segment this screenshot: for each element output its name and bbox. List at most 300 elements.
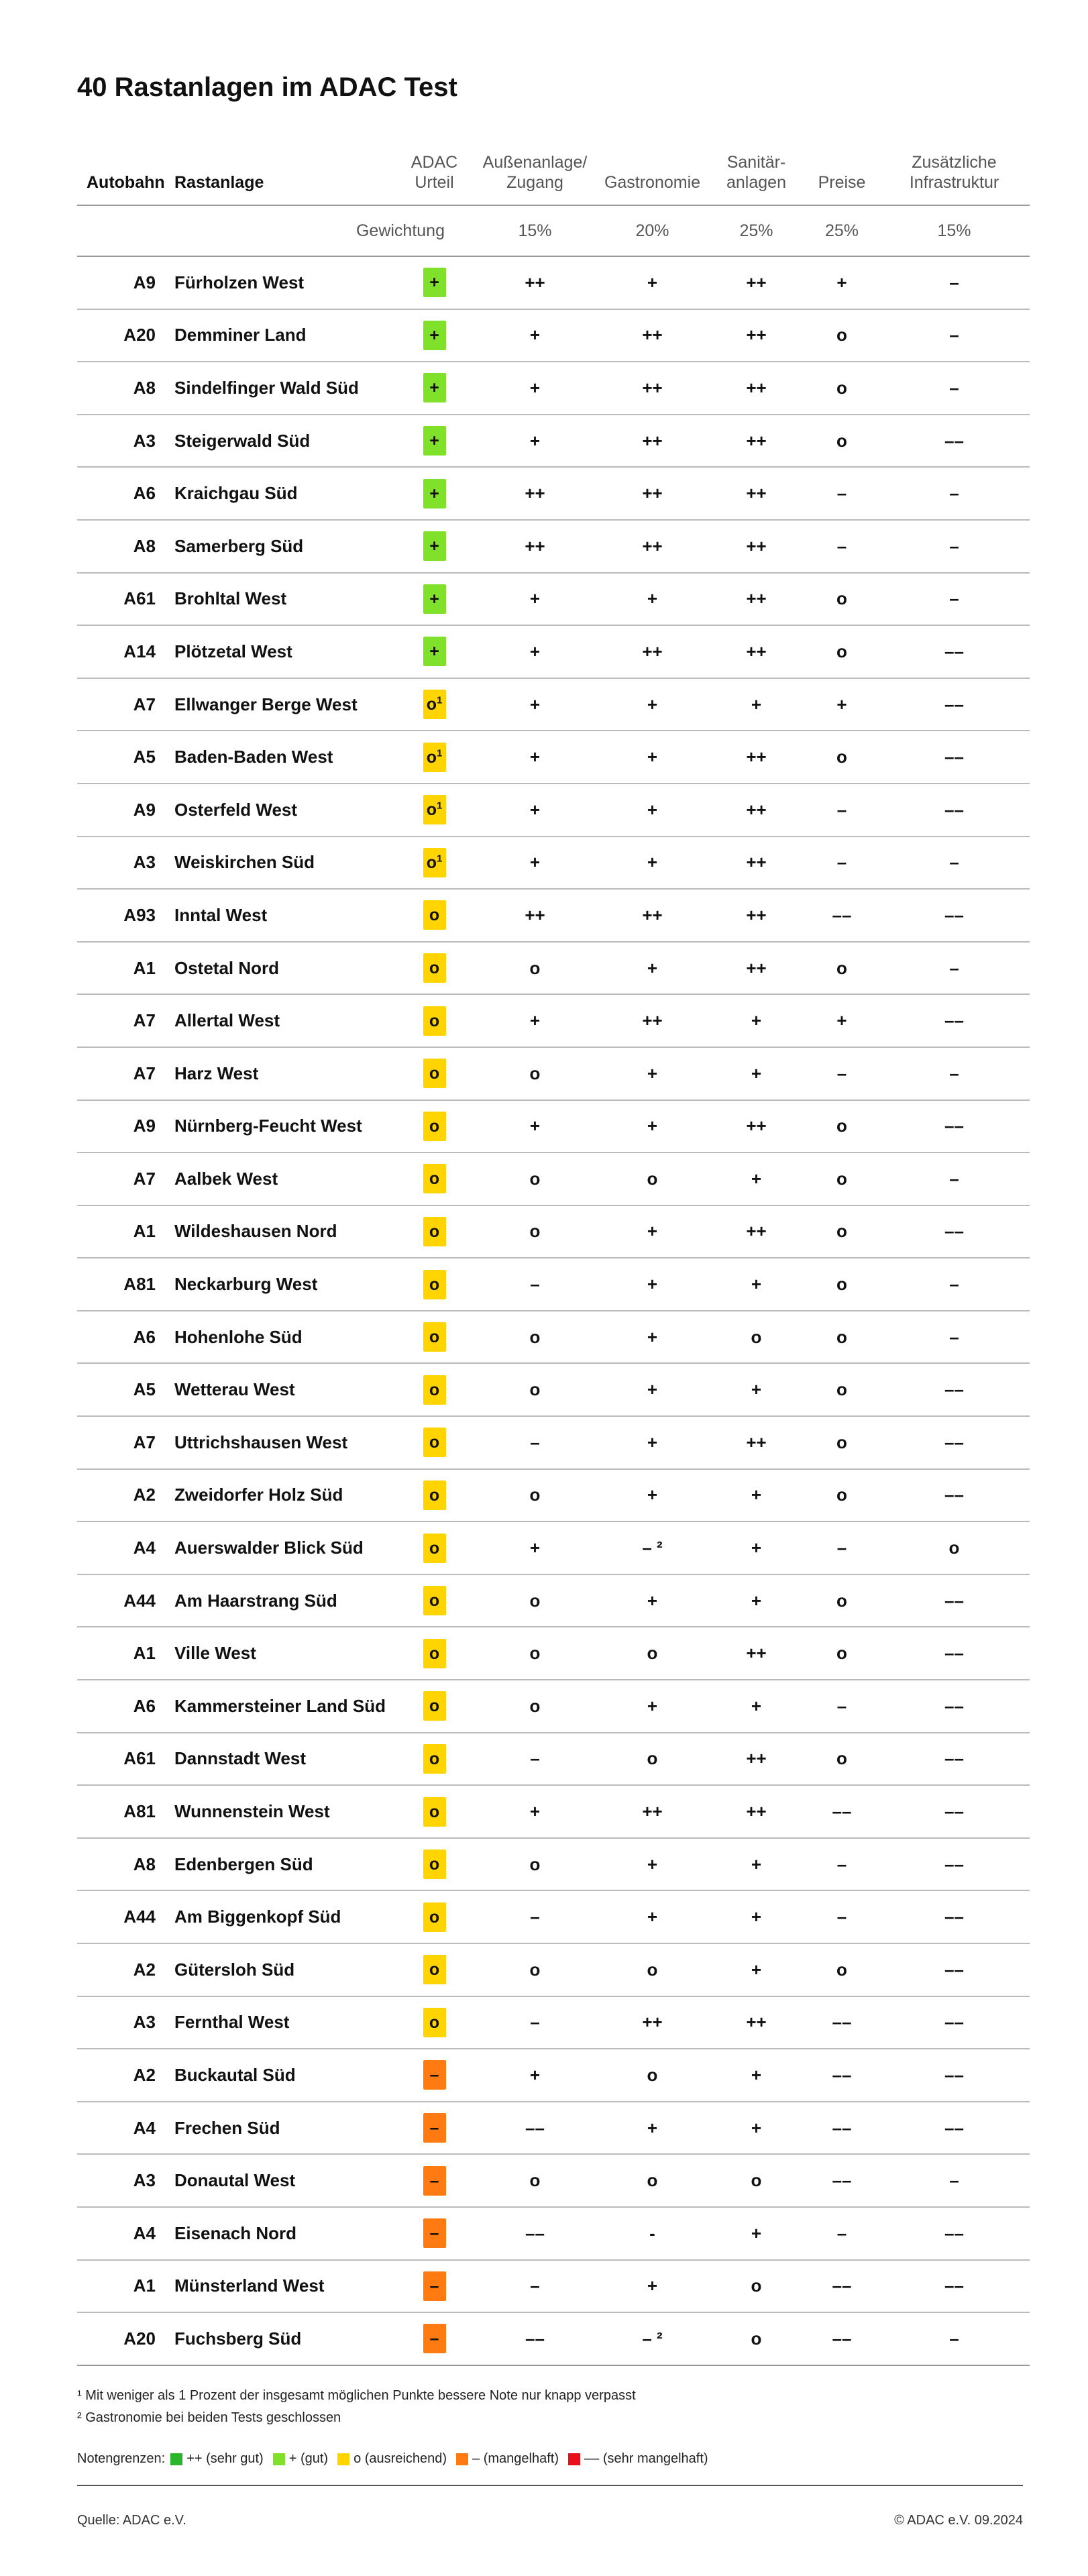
cell-autobahn: A14 xyxy=(77,625,174,678)
cell-urteil xyxy=(396,1100,473,1153)
cell-urteil xyxy=(396,1627,473,1680)
grade-badge xyxy=(423,479,446,508)
cell-urteil xyxy=(396,1733,473,1786)
table-row xyxy=(77,1311,1030,1364)
cell-sanitaer: + xyxy=(708,1363,805,1416)
cell-infra: – xyxy=(879,837,1030,890)
cell-autobahn: A7 xyxy=(77,678,174,731)
grade-badge-text: + xyxy=(429,273,439,292)
cell-urteil xyxy=(396,2102,473,2155)
grade-badge-text: o xyxy=(429,1697,440,1716)
grade-badge xyxy=(423,900,446,930)
cell-sanitaer: ++ xyxy=(708,837,805,890)
cell-sanitaer: + xyxy=(708,2207,805,2260)
grade-footnote-marker: 1 xyxy=(436,853,443,865)
grade-footnote-marker: 1 xyxy=(436,747,443,759)
cell-autobahn: A1 xyxy=(77,1627,174,1680)
cell-sanitaer: ++ xyxy=(708,467,805,520)
cell-sanitaer: ++ xyxy=(708,625,805,678)
cell-rastanlage: Münsterland West xyxy=(174,2260,396,2313)
cell-urteil xyxy=(396,1469,473,1522)
table-row xyxy=(77,1733,1030,1786)
cell-gastro: ++ xyxy=(597,625,708,678)
cell-urteil xyxy=(396,625,473,678)
header-aussenanlage xyxy=(473,131,597,205)
cell-autobahn: A3 xyxy=(77,415,174,468)
cell-gastro: + xyxy=(597,1100,708,1153)
cell-aussen: o xyxy=(473,1943,597,1996)
cell-gastro: ++ xyxy=(597,889,708,942)
table-row xyxy=(77,573,1030,626)
grade-badge-text: o xyxy=(429,1802,440,1821)
cell-sanitaer: + xyxy=(708,1152,805,1205)
cell-urteil xyxy=(396,1416,473,1469)
cell-autobahn: A9 xyxy=(77,784,174,837)
cell-aussen: – xyxy=(473,1416,597,1469)
cell-infra: –– xyxy=(879,1733,1030,1786)
cell-gastro: – ² xyxy=(597,1521,708,1574)
cell-autobahn: A4 xyxy=(77,1521,174,1574)
cell-urteil xyxy=(396,1943,473,1996)
cell-urteil xyxy=(396,1996,473,2049)
cell-preise: o xyxy=(805,942,879,995)
cell-preise: o xyxy=(805,1152,879,1205)
cell-gastro: + xyxy=(597,1680,708,1733)
weighting-label: Gewichtung xyxy=(77,205,473,256)
cell-urteil xyxy=(396,784,473,837)
cell-infra: –– xyxy=(879,415,1030,468)
cell-sanitaer: ++ xyxy=(708,1100,805,1153)
weighting-sanitaer: 25% xyxy=(708,205,805,256)
cell-infra: –– xyxy=(879,889,1030,942)
cell-aussen: –– xyxy=(473,2312,597,2365)
grade-badge xyxy=(423,2271,446,2301)
cell-rastanlage: Osterfeld West xyxy=(174,784,396,837)
header-infra-line1: Zusätzliche xyxy=(912,153,997,172)
legend-text: ++ (sehr gut) xyxy=(186,2451,264,2466)
grade-badge xyxy=(423,1322,446,1352)
cell-sanitaer: ++ xyxy=(708,1627,805,1680)
grade-badge-text: – xyxy=(429,2065,439,2085)
cell-gastro: + xyxy=(597,1363,708,1416)
cell-urteil xyxy=(396,309,473,362)
grade-badge xyxy=(423,1955,446,1984)
cell-infra: – xyxy=(879,1258,1030,1311)
cell-aussen: + xyxy=(473,362,597,415)
grade-badge-text: o xyxy=(429,1485,440,1505)
cell-gastro: + xyxy=(597,731,708,784)
cell-infra: –– xyxy=(879,2049,1030,2102)
grade-badge-text: o xyxy=(429,1855,440,1874)
grade-badge-text: o xyxy=(429,1644,440,1663)
cell-aussen: o xyxy=(473,1363,597,1416)
table-row xyxy=(77,1943,1030,1996)
legend-items xyxy=(170,2451,717,2467)
grade-badge-text: – xyxy=(429,2171,439,2190)
table-row xyxy=(77,731,1030,784)
cell-sanitaer: ++ xyxy=(708,889,805,942)
cell-rastanlage: Gütersloh Süd xyxy=(174,1943,396,1996)
table-row xyxy=(77,1574,1030,1627)
cell-infra: – xyxy=(879,520,1030,573)
cell-preise: – xyxy=(805,1680,879,1733)
cell-infra: – xyxy=(879,256,1030,309)
grade-badge-text: – xyxy=(429,2276,439,2296)
table-row xyxy=(77,467,1030,520)
grade-badge xyxy=(423,795,446,824)
grade-badge xyxy=(423,426,446,455)
cell-aussen: ++ xyxy=(473,256,597,309)
cell-preise: o xyxy=(805,1416,879,1469)
cell-gastro: + xyxy=(597,1205,708,1258)
grade-badge xyxy=(423,2113,446,2143)
header-aussen-line1: Außenanlage/ xyxy=(482,153,588,172)
cell-sanitaer: ++ xyxy=(708,362,805,415)
cell-preise: + xyxy=(805,256,879,309)
cell-gastro: o xyxy=(597,2049,708,2102)
grade-badge-text: – xyxy=(429,2118,439,2138)
cell-rastanlage: Aalbek West xyxy=(174,1152,396,1205)
header-rastanlage: Rastanlage xyxy=(174,131,396,205)
cell-urteil xyxy=(396,1785,473,1838)
cell-preise: o xyxy=(805,573,879,626)
cell-infra: –– xyxy=(879,1205,1030,1258)
cell-autobahn: A1 xyxy=(77,2260,174,2313)
table-row xyxy=(77,2312,1030,2365)
legend-text: – (mangelhaft) xyxy=(472,2451,559,2466)
cell-urteil xyxy=(396,1311,473,1364)
cell-autobahn: A5 xyxy=(77,731,174,784)
cell-autobahn: A7 xyxy=(77,1047,174,1100)
cell-aussen: + xyxy=(473,784,597,837)
cell-rastanlage: Wunnenstein West xyxy=(174,1785,396,1838)
cell-sanitaer: + xyxy=(708,1574,805,1627)
footnote-2: ² Gastronomie bei beiden Tests geschlossen xyxy=(77,2410,341,2425)
grade-badge-text: o xyxy=(429,906,440,925)
grade-badge xyxy=(423,531,446,561)
cell-sanitaer: o xyxy=(708,2260,805,2313)
cell-aussen: – xyxy=(473,1890,597,1943)
table-row xyxy=(77,1100,1030,1153)
grade-badge xyxy=(423,2324,446,2353)
legend-swatch xyxy=(273,2453,285,2465)
cell-sanitaer: ++ xyxy=(708,784,805,837)
cell-gastro: ++ xyxy=(597,309,708,362)
cell-infra: –– xyxy=(879,994,1030,1047)
grade-badge xyxy=(423,2166,446,2196)
cell-preise: o xyxy=(805,1100,879,1153)
cell-sanitaer: + xyxy=(708,1258,805,1311)
cell-rastanlage: Demminer Land xyxy=(174,309,396,362)
legend-swatch xyxy=(337,2453,349,2465)
cell-preise: –– xyxy=(805,2260,879,2313)
cell-sanitaer: o xyxy=(708,2154,805,2207)
cell-gastro: ++ xyxy=(597,520,708,573)
cell-sanitaer: ++ xyxy=(708,415,805,468)
cell-preise: –– xyxy=(805,2154,879,2207)
cell-aussen: – xyxy=(473,2260,597,2313)
cell-infra: –– xyxy=(879,625,1030,678)
cell-gastro: + xyxy=(597,1838,708,1891)
cell-preise: o xyxy=(805,1943,879,1996)
cell-gastro: o xyxy=(597,1627,708,1680)
table-body xyxy=(77,256,1030,2365)
cell-sanitaer: ++ xyxy=(708,573,805,626)
cell-aussen: ++ xyxy=(473,467,597,520)
cell-infra: –– xyxy=(879,1100,1030,1153)
cell-preise: – xyxy=(805,1838,879,1891)
grade-badge-text: o xyxy=(429,1116,440,1136)
cell-gastro: + xyxy=(597,2260,708,2313)
grade-badge xyxy=(423,321,446,350)
cell-autobahn: A4 xyxy=(77,2207,174,2260)
weighting-infra: 15% xyxy=(879,205,1030,256)
grade-badge xyxy=(423,1586,446,1615)
grade-badge-text: o xyxy=(429,1222,440,1241)
table-row xyxy=(77,2207,1030,2260)
cell-aussen: + xyxy=(473,1785,597,1838)
cell-autobahn: A8 xyxy=(77,1838,174,1891)
cell-aussen: + xyxy=(473,625,597,678)
grade-badge-text: o xyxy=(429,1433,440,1452)
cell-infra: – xyxy=(879,1047,1030,1100)
cell-infra: – xyxy=(879,362,1030,415)
cell-rastanlage: Auerswalder Blick Süd xyxy=(174,1521,396,1574)
weighting-gastro: 20% xyxy=(597,205,708,256)
grade-badge xyxy=(423,1797,446,1827)
cell-preise: o xyxy=(805,415,879,468)
table-row xyxy=(77,1047,1030,1100)
page-title: 40 Rastanlagen im ADAC Test xyxy=(77,72,457,102)
table-row xyxy=(77,1521,1030,1574)
cell-infra: –– xyxy=(879,1416,1030,1469)
table-row xyxy=(77,2260,1030,2313)
cell-infra: –– xyxy=(879,1469,1030,1522)
cell-infra: –– xyxy=(879,1943,1030,1996)
cell-preise: o xyxy=(805,1469,879,1522)
cell-infra: – xyxy=(879,573,1030,626)
cell-autobahn: A81 xyxy=(77,1785,174,1838)
cell-sanitaer: ++ xyxy=(708,1205,805,1258)
cell-autobahn: A7 xyxy=(77,994,174,1047)
cell-urteil xyxy=(396,731,473,784)
grade-badge xyxy=(423,1270,446,1299)
table-row xyxy=(77,942,1030,995)
grade-footnote-marker: 1 xyxy=(436,694,443,706)
cell-rastanlage: Eisenach Nord xyxy=(174,2207,396,2260)
cell-gastro: + xyxy=(597,1416,708,1469)
cell-urteil xyxy=(396,1838,473,1891)
cell-rastanlage: Ville West xyxy=(174,1627,396,1680)
cell-aussen: o xyxy=(473,942,597,995)
table-row xyxy=(77,837,1030,890)
cell-infra: –– xyxy=(879,1996,1030,2049)
cell-gastro: + xyxy=(597,1469,708,1522)
grade-badge xyxy=(423,2060,446,2090)
grade-badge-text: o xyxy=(429,1328,440,1347)
legend-swatch xyxy=(568,2453,580,2465)
table-row xyxy=(77,1152,1030,1205)
cell-infra: o xyxy=(879,1521,1030,1574)
cell-rastanlage: Donautal West xyxy=(174,2154,396,2207)
cell-preise: – xyxy=(805,520,879,573)
cell-gastro: + xyxy=(597,784,708,837)
cell-infra: –– xyxy=(879,2102,1030,2155)
cell-rastanlage: Wildeshausen Nord xyxy=(174,1205,396,1258)
cell-autobahn: A9 xyxy=(77,256,174,309)
cell-aussen: + xyxy=(473,2049,597,2102)
cell-rastanlage: Fürholzen West xyxy=(174,256,396,309)
cell-sanitaer: + xyxy=(708,1943,805,1996)
cell-rastanlage: Frechen Süd xyxy=(174,2102,396,2155)
cell-rastanlage: Inntal West xyxy=(174,889,396,942)
cell-gastro: ++ xyxy=(597,1785,708,1838)
footer-divider xyxy=(77,2485,1023,2486)
grade-badge-text: + xyxy=(429,589,439,608)
grade-badge-text: – xyxy=(429,2224,439,2243)
cell-rastanlage: Zweidorfer Holz Süd xyxy=(174,1469,396,1522)
grade-badge xyxy=(423,1217,446,1246)
cell-infra: – xyxy=(879,467,1030,520)
cell-gastro: ++ xyxy=(597,467,708,520)
cell-autobahn: A61 xyxy=(77,1733,174,1786)
cell-aussen: – xyxy=(473,1733,597,1786)
cell-aussen: + xyxy=(473,678,597,731)
weighting-preise: 25% xyxy=(805,205,879,256)
cell-urteil xyxy=(396,1680,473,1733)
table-row xyxy=(77,2102,1030,2155)
cell-infra: –– xyxy=(879,1627,1030,1680)
cell-autobahn: A44 xyxy=(77,1574,174,1627)
cell-rastanlage: Uttrichshausen West xyxy=(174,1416,396,1469)
header-row xyxy=(77,131,1030,205)
cell-rastanlage: Samerberg Süd xyxy=(174,520,396,573)
table-row xyxy=(77,889,1030,942)
grade-badge-text: o xyxy=(429,1275,440,1294)
cell-aussen: – xyxy=(473,1258,597,1311)
grade-badge-text: o xyxy=(429,1169,440,1189)
weighting-row xyxy=(77,205,1030,256)
cell-sanitaer: + xyxy=(708,994,805,1047)
table-row xyxy=(77,520,1030,573)
cell-urteil xyxy=(396,678,473,731)
cell-urteil xyxy=(396,942,473,995)
cell-infra: –– xyxy=(879,2207,1030,2260)
cell-urteil xyxy=(396,520,473,573)
cell-preise: –– xyxy=(805,2102,879,2155)
cell-preise: o xyxy=(805,309,879,362)
cell-gastro: + xyxy=(597,942,708,995)
cell-gastro: o xyxy=(597,1733,708,1786)
cell-aussen: o xyxy=(473,1205,597,1258)
grade-badge-text: o xyxy=(426,853,437,872)
cell-sanitaer: + xyxy=(708,1680,805,1733)
table-row xyxy=(77,1680,1030,1733)
cell-urteil xyxy=(396,1890,473,1943)
grade-badge xyxy=(423,1112,446,1141)
cell-urteil xyxy=(396,1363,473,1416)
cell-aussen: o xyxy=(473,1469,597,1522)
cell-sanitaer: o xyxy=(708,1311,805,1364)
grade-badge-text: o xyxy=(429,1538,440,1558)
table-row xyxy=(77,678,1030,731)
header-sanitaer-line1: Sanitär- xyxy=(726,153,786,172)
cell-gastro: + xyxy=(597,678,708,731)
cell-urteil xyxy=(396,362,473,415)
footnotes xyxy=(77,2385,636,2429)
cell-autobahn: A9 xyxy=(77,1100,174,1153)
grade-badge xyxy=(423,953,446,983)
cell-urteil xyxy=(396,1258,473,1311)
cell-autobahn: A20 xyxy=(77,2312,174,2365)
legend-item xyxy=(170,2451,264,2467)
cell-sanitaer: ++ xyxy=(708,731,805,784)
cell-preise: –– xyxy=(805,889,879,942)
cell-aussen: + xyxy=(473,837,597,890)
cell-aussen: + xyxy=(473,1521,597,1574)
cell-urteil xyxy=(396,573,473,626)
table-row xyxy=(77,1890,1030,1943)
cell-urteil xyxy=(396,415,473,468)
cell-preise: o xyxy=(805,362,879,415)
cell-autobahn: A2 xyxy=(77,1469,174,1522)
table-row xyxy=(77,415,1030,468)
grade-badge xyxy=(423,1164,446,1193)
cell-aussen: + xyxy=(473,994,597,1047)
table-row xyxy=(77,1838,1030,1891)
cell-infra: – xyxy=(879,309,1030,362)
cell-aussen: + xyxy=(473,1100,597,1153)
cell-aussen: o xyxy=(473,1838,597,1891)
grade-badge-text: o xyxy=(426,747,437,767)
cell-urteil xyxy=(396,1574,473,1627)
cell-gastro: o xyxy=(597,2154,708,2207)
cell-aussen: o xyxy=(473,2154,597,2207)
cell-infra: –– xyxy=(879,1574,1030,1627)
grade-badge xyxy=(423,1375,446,1405)
grade-badge xyxy=(423,848,446,877)
cell-rastanlage: Kammersteiner Land Süd xyxy=(174,1680,396,1733)
cell-gastro: + xyxy=(597,256,708,309)
cell-infra: –– xyxy=(879,1785,1030,1838)
cell-gastro: + xyxy=(597,573,708,626)
header-infra-line2: Infrastruktur xyxy=(909,173,999,192)
cell-autobahn: A6 xyxy=(77,1311,174,1364)
table-row xyxy=(77,309,1030,362)
table-row xyxy=(77,784,1030,837)
cell-rastanlage: Ostetal Nord xyxy=(174,942,396,995)
cell-sanitaer: ++ xyxy=(708,309,805,362)
cell-gastro: o xyxy=(597,1943,708,1996)
header-sanitaer xyxy=(708,131,805,205)
cell-preise: o xyxy=(805,1311,879,1364)
cell-sanitaer: ++ xyxy=(708,1785,805,1838)
cell-preise: –– xyxy=(805,2049,879,2102)
cell-infra: –– xyxy=(879,678,1030,731)
header-preise-line1: Preise xyxy=(818,173,866,192)
cell-urteil xyxy=(396,1205,473,1258)
cell-urteil xyxy=(396,2154,473,2207)
cell-preise: – xyxy=(805,467,879,520)
cell-rastanlage: Steigerwald Süd xyxy=(174,415,396,468)
grade-badge xyxy=(423,1639,446,1668)
legend-swatch xyxy=(456,2453,468,2465)
cell-autobahn: A93 xyxy=(77,889,174,942)
cell-preise: o xyxy=(805,1627,879,1680)
table-row xyxy=(77,994,1030,1047)
cell-autobahn: A4 xyxy=(77,2102,174,2155)
grade-legend xyxy=(77,2451,718,2467)
